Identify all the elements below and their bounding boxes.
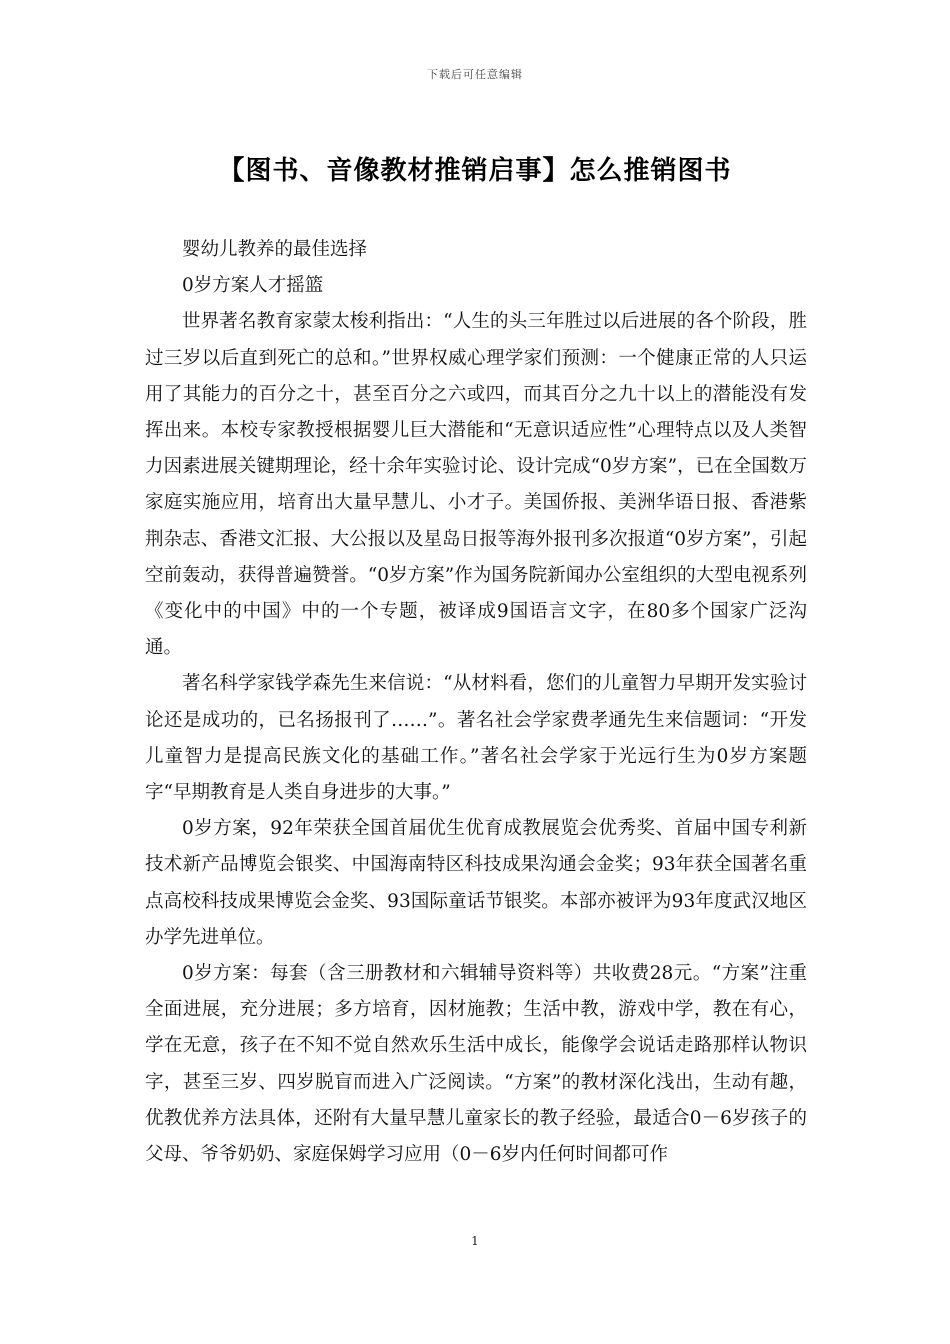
paragraph-awards: 0岁方案，92年荣获全国首届优生优育成教展览会优秀奖、首届中国专利新技术新产品博览会银奖、中国海南特区科技成果沟通会金奖；93年获全国著名重点高校科技成果博览会金奖、93国际童话节银奖。本部亦被评为93年度武汉地区办学先进单位。 bbox=[145, 818, 807, 948]
paragraph-introduction: 世界著名教育家蒙太梭利指出：“人生的头三年胜过以后进展的各个阶段，胜过三岁以后直到死亡的总和。”世界权威心理学家们预测：一个健康正常的人只运用了其能力的百分之十，甚至百分之六或四，而其百分之九十以上的潜能没有发挥出来。本校专家教授根据婴儿巨大潜能和“无意识适应性”心理特点以及人类智力因素进展关键期理论，经十余年实验讨论、设计完成“0岁方案”，已在全国数万家庭实施应用，培育出大量早慧儿、小才子。美国侨报、美洲华语日报、香港紫荆杂志、香港文汇报、大公报以及星岛日报等海外报刊多次报道“0岁方案”，引起空前轰动，获得普遍赞誉。“0岁方案”作为国务院新闻办公室组织的大型电视系列《变化中的中国》中的一个专题，被译成9国语言文字，在80多个国家广泛沟通。 bbox=[145, 311, 807, 659]
document-body bbox=[145, 232, 807, 1173]
paragraph-pricing: 0岁方案：每套（含三册教材和六辑辅导资料等）共收费28元。“方案”注重全面进展，充分进展；多方培育，因材施教；生活中教，游戏中学，教在有心，学在无意，孩子在不知不觉自然欢乐生活中成长，能像学会说话走路那样认物识字，甚至三岁、四岁脱盲而进入广泛阅读。“方案”的教材深化浅出，生动有趣，优教优养方法具体，还附有大量早慧儿童家长的教子经验，最适合0－6岁孩子的父母、爷爷奶奶、家庭保姆学习应用（0－6岁内任何时间都可作 bbox=[145, 963, 807, 1166]
page-number: 1 bbox=[471, 1234, 479, 1248]
header-note: 下载后可任意编辑 bbox=[427, 68, 523, 81]
paragraph-subtitle: 婴幼儿教养的最佳选择 bbox=[182, 239, 368, 260]
paragraph-slogan: 0岁方案人才摇篮 bbox=[182, 275, 324, 297]
paragraph-endorsements: 著名科学家钱学森先生来信说：“从材料看，您们的儿童智力早期开发实验讨论还是成功的，已名扬报刊了……”。著名社会学家费孝通先生来信题词：“开发儿童智力是提高民族文化的基础工作。”著名社会学家于光远行生为0岁方案题字“早期教育是人类自身进步的大事。” bbox=[145, 673, 807, 804]
document-title: 【图书、音像教材推销启事】怎么推销图书 bbox=[218, 156, 732, 186]
